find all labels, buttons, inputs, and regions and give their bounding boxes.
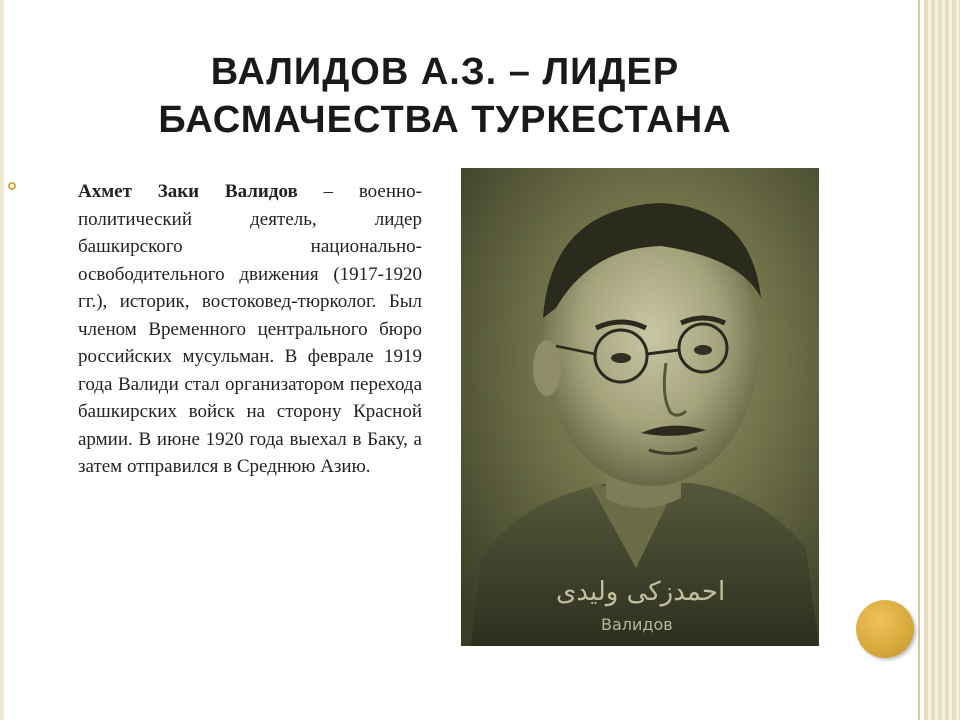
- decorative-gold-circle: [856, 600, 914, 658]
- bullet-text: – военно-политический деятель, лидер башкирского национально-освободительного движения (1917-1920 гг.), историк, востоковед-тюрколог. Был членом Временного центрального бюро российских мусульман. В феврале 1919 года Валиди стал организатором перехода башкирских войск на сторону Красной армии. В июне 1920 года выехал в Баку, а затем отправился в Среднюю Азию.: [78, 181, 422, 477]
- bullet-circle-icon: [8, 182, 16, 190]
- slide-title: [60, 48, 830, 144]
- portrait-photo: [461, 168, 819, 646]
- person-name: Ахмет Заки Валидов: [78, 181, 298, 202]
- bullet-list: [78, 178, 422, 481]
- portrait-illustration: [461, 168, 819, 646]
- bullet-paragraph: [78, 178, 422, 481]
- signature-cyrillic: Валидов: [601, 615, 673, 634]
- title-line-1: ВАЛИДОВ А.З. – ЛИДЕР: [210, 51, 680, 93]
- right-border-rule: [918, 0, 920, 720]
- signature-arabic: احمدزكى وليدى: [556, 577, 726, 607]
- right-decorative-stripes: [924, 0, 960, 720]
- left-border-stripe: [0, 0, 4, 720]
- title-line-2: БАСМАЧЕСТВА ТУРКЕСТАНА: [158, 99, 732, 141]
